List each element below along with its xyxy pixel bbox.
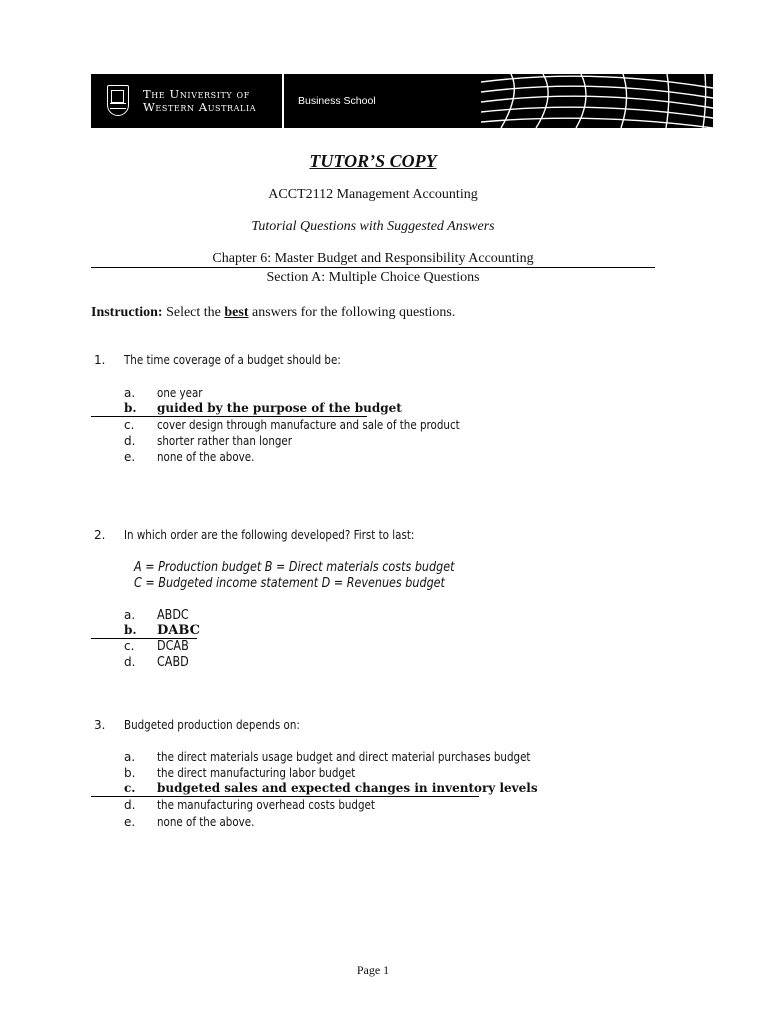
school-name: Business School bbox=[298, 95, 376, 107]
university-name-line2: Western Australia bbox=[143, 100, 257, 114]
option-letter: d. bbox=[124, 434, 136, 448]
instruction-emphasis: best bbox=[224, 305, 249, 320]
university-name-line1: The University of bbox=[143, 87, 250, 101]
option-letter: d. bbox=[124, 655, 136, 669]
option-letter: c. bbox=[124, 418, 135, 432]
university-name bbox=[143, 88, 256, 114]
option-text: CABD bbox=[157, 655, 189, 670]
correct-option-letter: b. bbox=[124, 623, 137, 637]
option-letter: a. bbox=[124, 750, 136, 764]
chapter-heading: Chapter 6: Master Budget and Responsibility Accounting bbox=[212, 251, 534, 266]
document-subtitle: Tutorial Questions with Suggested Answers bbox=[251, 219, 495, 234]
question-number: 1. bbox=[94, 353, 106, 367]
globe-lines-icon bbox=[481, 74, 713, 128]
page-number: Page 1 bbox=[356, 963, 390, 977]
question-text: In which order are the following developed? First to last: bbox=[124, 528, 415, 542]
option-text: cover design through manufacture and sale of the product bbox=[157, 418, 460, 432]
definition-line: C = Budgeted income statement D = Revenues budget bbox=[134, 576, 445, 591]
option-text: the direct manufacturing labor budget bbox=[157, 766, 356, 780]
course-title: ACCT2112 Management Accounting bbox=[268, 187, 478, 202]
section-heading: Section A: Multiple Choice Questions bbox=[266, 270, 480, 285]
question-number: 3. bbox=[94, 718, 106, 732]
instruction-post: answers for the following questions. bbox=[252, 305, 456, 320]
correct-option-text: budgeted sales and expected changes in inventory levels bbox=[157, 781, 538, 795]
question-number: 2. bbox=[94, 528, 106, 542]
instruction bbox=[91, 305, 455, 321]
option-letter: b. bbox=[124, 766, 136, 780]
option-text: none of the above. bbox=[157, 450, 255, 464]
page-title: TUTOR’S COPY bbox=[309, 151, 437, 171]
instruction-pre: Select the bbox=[166, 305, 221, 320]
instruction-label: Instruction: bbox=[91, 305, 163, 320]
option-letter: e. bbox=[124, 450, 136, 464]
university-crest-icon bbox=[107, 85, 129, 116]
option-letter: c. bbox=[124, 639, 135, 653]
option-text: the direct materials usage budget and direct material purchases budget bbox=[157, 750, 531, 764]
banner-divider bbox=[282, 74, 284, 128]
question-text: Budgeted production depends on: bbox=[124, 718, 300, 732]
option-text: the manufacturing overhead costs budget bbox=[157, 798, 375, 812]
heading-rule bbox=[91, 267, 655, 268]
correct-option-letter: b. bbox=[124, 401, 137, 415]
option-text: one year bbox=[157, 386, 203, 400]
correct-answer-underline bbox=[91, 796, 479, 797]
option-letter: d. bbox=[124, 798, 136, 812]
option-letter: a. bbox=[124, 386, 136, 400]
header-banner bbox=[91, 74, 713, 128]
definition-line: A = Production budget B = Direct materials costs budget bbox=[134, 560, 455, 575]
correct-option-text: DABC bbox=[157, 623, 200, 638]
option-text: none of the above. bbox=[157, 815, 255, 829]
option-text: shorter rather than longer bbox=[157, 434, 293, 448]
correct-answer-underline bbox=[91, 416, 367, 417]
correct-option-text: guided by the purpose of the budget bbox=[157, 401, 402, 415]
correct-option-letter: c. bbox=[124, 781, 136, 795]
question-text: The time coverage of a budget should be: bbox=[124, 353, 341, 367]
option-letter: a. bbox=[124, 608, 136, 622]
option-text: DCAB bbox=[157, 639, 189, 654]
option-letter: e. bbox=[124, 815, 136, 829]
option-text: ABDC bbox=[157, 608, 189, 623]
